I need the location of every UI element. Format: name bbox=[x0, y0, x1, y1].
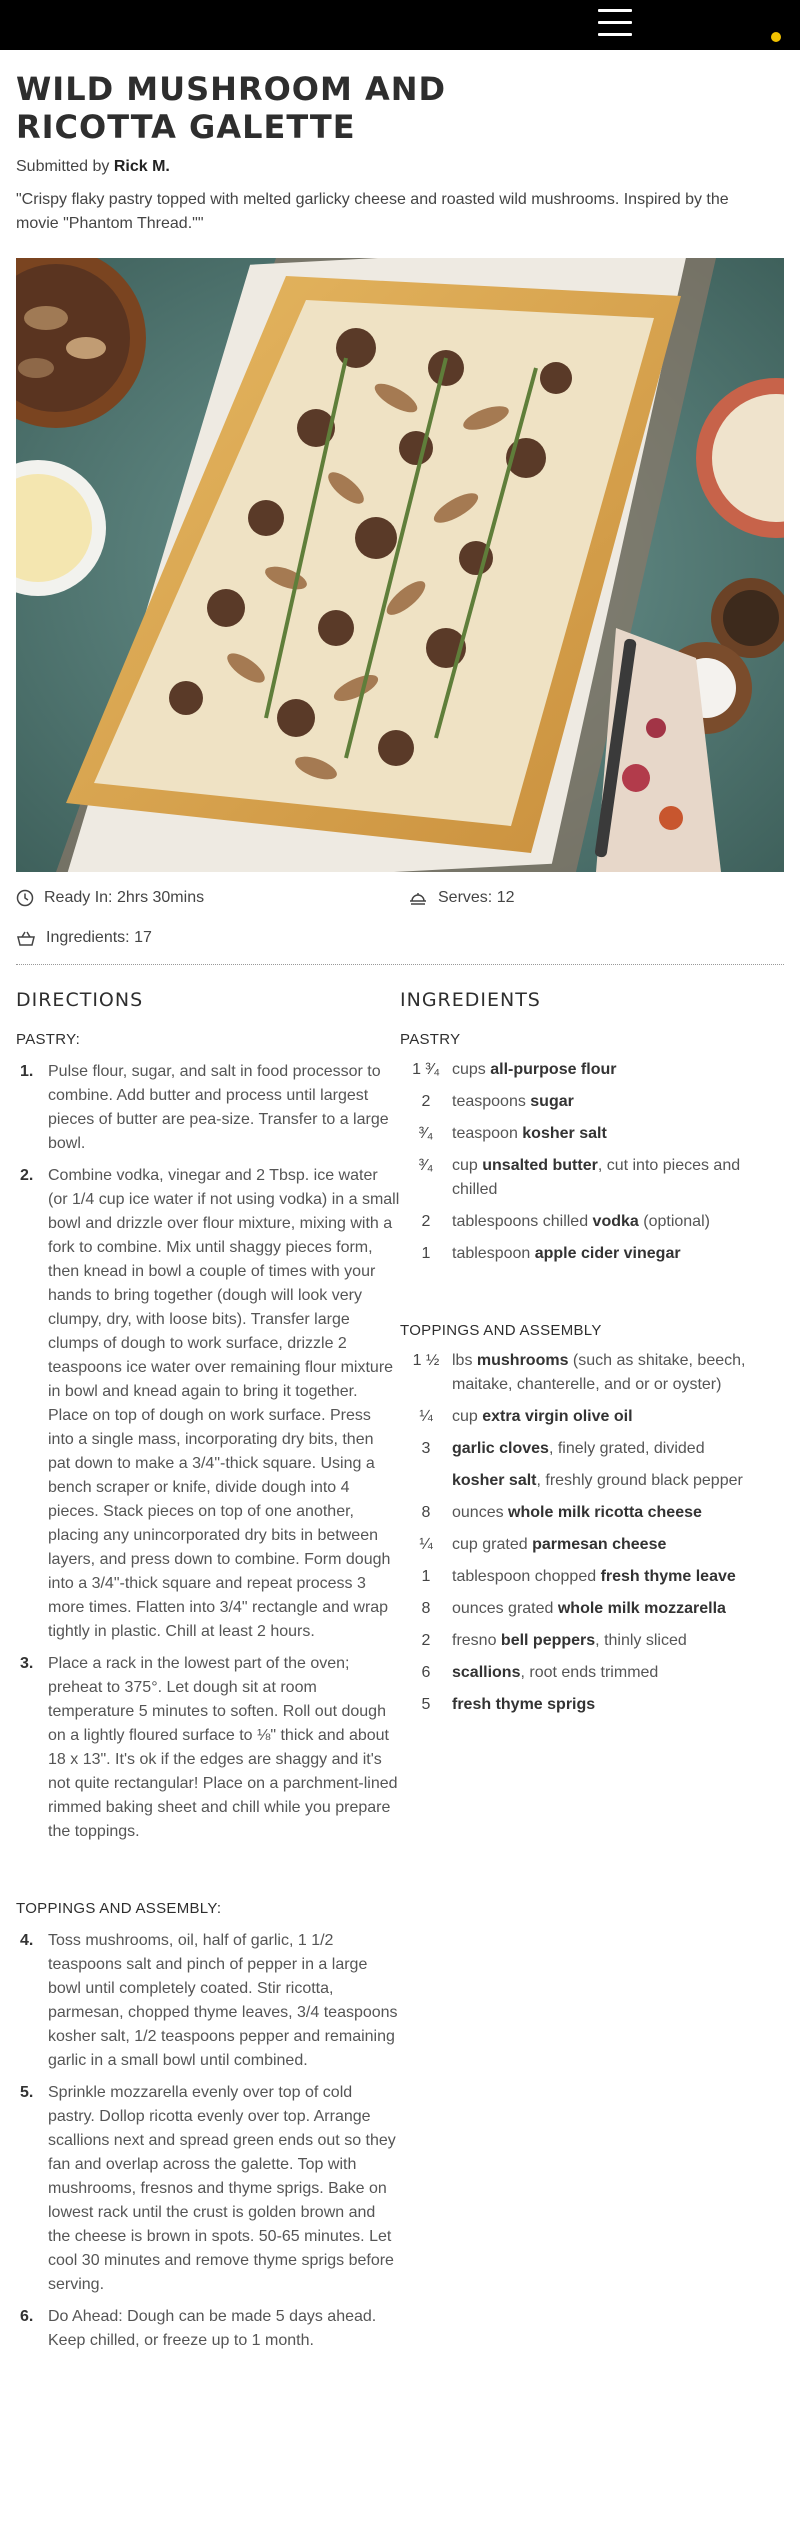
ingredients-column bbox=[400, 989, 784, 2361]
ingredient-name: kosher salt bbox=[452, 1472, 537, 1489]
ingredient-name: bell peppers bbox=[500, 1632, 596, 1649]
ingredient-item bbox=[400, 1349, 784, 1397]
ingredient-item bbox=[400, 1437, 784, 1461]
divider bbox=[16, 964, 784, 965]
ingredient-name: garlic cloves bbox=[452, 1440, 549, 1457]
recipe-hero-image bbox=[16, 258, 784, 872]
step-text: Combine vodka, vinegar and 2 Tbsp. ice water (or 1/4 cup ice water if not using vodka) in a small bowl and drizzle over flour mixture, mixing with a fork to combine. Mix until shaggy pieces form, then knead in bowl a couple of times with your hands to bring together (dough will look very clumpy, dry, with loose bits). Transfer large clumps of dough to work surface, drizzle 2 teaspoons ice water over remaining flour mixture in bowl and knead again to bring it together. Place on top of dough on work surface. Press into a single mass, incorporating dry bits, then pat down to make a 3/4"-thick square. Using a bench scraper or knife, divide dough into 4 pieces. Stack pieces on top of one another, placing any unincorporated dry bits in between layers, and press down to combine. Form dough into a 3/4"-thick square and repeat process 3 more times. Flatten into 3/4" rectangle and wrap tightly in plastic. Chill at least 2 hours. bbox=[48, 1167, 400, 1640]
steps-list bbox=[16, 1929, 400, 2353]
step-item bbox=[16, 1652, 400, 1844]
serving-dish-icon bbox=[408, 889, 428, 907]
ingredients-heading: INGREDIENTS bbox=[400, 989, 541, 1011]
ingredient-pre: tablespoon chopped bbox=[452, 1568, 601, 1585]
ingredients-count bbox=[16, 924, 416, 952]
ingredient-quantity bbox=[400, 1469, 452, 1493]
ingredient-item bbox=[400, 1405, 784, 1429]
byline bbox=[16, 158, 784, 176]
ingredient-quantity: ¼ bbox=[419, 1408, 433, 1425]
ingredient-quantity: ¼ bbox=[419, 1536, 433, 1553]
ingredient-quantity: 3 bbox=[421, 1440, 431, 1457]
steps-list bbox=[16, 1060, 400, 1844]
submitted-label: Submitted by bbox=[16, 158, 110, 175]
step-item bbox=[16, 1164, 400, 1644]
step-text: Pulse flour, sugar, and salt in food processor to combine. Add butter and process until largest pieces of butter are pea-size. Transfer to a large bowl. bbox=[48, 1063, 389, 1152]
ingredient-name: apple cider vinegar bbox=[534, 1245, 681, 1262]
ingredient-item bbox=[400, 1090, 784, 1114]
ingredient-quantity: ³⁄₄ bbox=[418, 1157, 434, 1174]
ingredient-name: sugar bbox=[530, 1093, 574, 1110]
step-text: Place a rack in the lowest part of the oven; preheat to 375°. Let dough sit at room temperature 5 minutes to soften. Roll out dough on a lightly floured surface to ⅛" thick and about 18 x 13". It's ok if the edges are shaggy and it's not quite rectangular! Place on a parchment-lined rimmed baking sheet and chill while you prepare the toppings. bbox=[48, 1655, 398, 1840]
ingredients-list bbox=[400, 1349, 784, 1717]
ingredient-item bbox=[400, 1597, 784, 1621]
ingredient-item bbox=[400, 1154, 784, 1202]
ingredient-name: parmesan cheese bbox=[532, 1536, 667, 1553]
author-link[interactable]: Rick M. bbox=[113, 158, 170, 175]
serves bbox=[408, 884, 515, 912]
step-item bbox=[16, 2081, 400, 2297]
ingredient-pre: teaspoons bbox=[452, 1093, 531, 1110]
ingredient-quantity: 1 ³⁄₄ bbox=[412, 1061, 440, 1078]
ingredient-pre: cup bbox=[452, 1408, 483, 1425]
ingredient-quantity: 2 bbox=[421, 1632, 431, 1649]
ingredient-post: , thinly sliced bbox=[595, 1632, 687, 1649]
directions-group-label: PASTRY: bbox=[16, 1031, 81, 1048]
hamburger-icon[interactable] bbox=[598, 7, 632, 37]
step-text: Do Ahead: Dough can be made 5 days ahead. Keep chilled, or freeze up to 1 month. bbox=[48, 2308, 377, 2349]
ingredient-name: whole milk mozzarella bbox=[557, 1600, 726, 1617]
step-item bbox=[16, 2305, 400, 2353]
ingredient-pre: cups bbox=[452, 1061, 491, 1078]
step-item bbox=[16, 1060, 400, 1156]
ingredient-item bbox=[400, 1501, 784, 1525]
directions-group-label: TOPPINGS AND ASSEMBLY: bbox=[16, 1900, 222, 1917]
recipe-body bbox=[16, 989, 784, 2361]
ready-label: Ready In: bbox=[44, 889, 113, 906]
ingredient-post: , cut into pieces and chilled bbox=[452, 1157, 741, 1198]
ingredient-pre: lbs bbox=[452, 1352, 477, 1369]
ingredient-pre: teaspoon bbox=[452, 1125, 523, 1142]
ingredient-name: whole milk ricotta cheese bbox=[508, 1504, 702, 1521]
ingredient-quantity: 2 bbox=[421, 1093, 431, 1110]
ingredient-pre: fresno bbox=[452, 1632, 501, 1649]
ingredient-quantity: 1 ½ bbox=[412, 1352, 440, 1369]
ingredient-pre: tablespoon bbox=[452, 1245, 535, 1262]
ingredient-item bbox=[400, 1242, 784, 1266]
ingredient-quantity: 1 bbox=[421, 1568, 431, 1585]
step-text: Sprinkle mozzarella evenly over top of cold pastry. Dollop ricotta evenly over top. Arrange scallions next and spread green ends out so they fan and overlap across the galette. Top with mushrooms, fresnos and thyme sprigs. Bake on lowest rack until the crust is golden brown and the cheese is brown in spots. 50-65 minutes. Let cool 30 minutes and remove thyme sprigs before serving. bbox=[48, 2084, 396, 2293]
ingredient-post: , freshly ground black pepper bbox=[536, 1472, 743, 1489]
ingredient-pre: cup bbox=[452, 1157, 483, 1174]
ingredient-quantity: ³⁄₄ bbox=[418, 1125, 434, 1142]
step-number: 3. bbox=[20, 1655, 34, 1672]
ingredient-item bbox=[400, 1661, 784, 1685]
ingredients-label: Ingredients: bbox=[46, 929, 130, 946]
directions-column bbox=[16, 989, 400, 2361]
ingredient-item bbox=[400, 1058, 784, 1082]
step-number: 4. bbox=[20, 1932, 34, 1949]
ingredient-pre: cup grated bbox=[452, 1536, 533, 1553]
ingredient-post: (optional) bbox=[638, 1213, 710, 1230]
ingredient-pre: ounces bbox=[452, 1504, 509, 1521]
ingredients-value: 17 bbox=[134, 929, 152, 946]
ingredient-name: vodka bbox=[592, 1213, 639, 1230]
ingredient-name: fresh thyme leave bbox=[600, 1568, 736, 1585]
ingredient-quantity: 2 bbox=[421, 1213, 431, 1230]
directions-heading: DIRECTIONS bbox=[16, 989, 144, 1011]
ingredient-name: scallions bbox=[452, 1664, 521, 1681]
ingredient-name: fresh thyme sprigs bbox=[452, 1696, 596, 1713]
ingredient-quantity: 5 bbox=[421, 1696, 431, 1713]
recipe-title: WILD MUSHROOM AND RICOTTA GALETTE bbox=[16, 70, 447, 146]
step-number: 5. bbox=[20, 2084, 34, 2101]
recipe-meta bbox=[16, 884, 784, 952]
top-bar bbox=[0, 0, 800, 50]
ingredient-item bbox=[400, 1469, 784, 1493]
clock-icon bbox=[16, 889, 34, 907]
notification-dot-icon[interactable] bbox=[771, 32, 781, 42]
ingredient-name: unsalted butter bbox=[482, 1157, 598, 1174]
recipe-description: "Crispy flaky pastry topped with melted garlicky cheese and roasted wild mushrooms. Inspired by the movie "Phantom Thread."" bbox=[16, 191, 729, 232]
ingredient-item bbox=[400, 1565, 784, 1589]
ingredient-item bbox=[400, 1210, 784, 1234]
step-number: 2. bbox=[20, 1167, 34, 1184]
ingredient-quantity: 8 bbox=[421, 1504, 431, 1521]
ingredient-quantity: 1 bbox=[421, 1245, 431, 1262]
ingredient-name: extra virgin olive oil bbox=[482, 1408, 633, 1425]
ingredients-basket-icon bbox=[16, 929, 36, 947]
ingredient-name: kosher salt bbox=[522, 1125, 607, 1142]
step-item bbox=[16, 1929, 400, 2073]
step-text: Toss mushrooms, oil, half of garlic, 1 1/2 teaspoons salt and pinch of pepper in a large bowl until completely coated. Stir ricotta, parmesan, chopped thyme leaves, 3/4 teaspoons kosher salt, 1/2 teaspoons pepper and remaining garlic in a small bowl until combined. bbox=[48, 1932, 398, 2069]
ready-value: 2hrs 30mins bbox=[116, 889, 205, 906]
ingredient-pre: tablespoons chilled bbox=[452, 1213, 593, 1230]
ingredients-group-label: TOPPINGS AND ASSEMBLY bbox=[400, 1322, 602, 1339]
step-number: 1. bbox=[20, 1063, 34, 1080]
step-number: 6. bbox=[20, 2308, 34, 2325]
recipe-content bbox=[0, 70, 800, 2361]
serves-label: Serves: bbox=[438, 889, 493, 906]
ingredients-group-label: PASTRY bbox=[400, 1031, 461, 1048]
ingredient-item bbox=[400, 1693, 784, 1717]
ingredient-item bbox=[400, 1629, 784, 1653]
ready-in bbox=[16, 884, 408, 912]
ingredient-quantity: 6 bbox=[421, 1664, 431, 1681]
ingredient-name: all-purpose flour bbox=[490, 1061, 617, 1078]
serves-value: 12 bbox=[496, 889, 515, 906]
ingredient-post: , root ends trimmed bbox=[520, 1664, 659, 1681]
ingredient-post: (such as shitake, beech, maitake, chanterelle, and or or oyster) bbox=[452, 1352, 746, 1393]
ingredient-item bbox=[400, 1533, 784, 1557]
ingredient-name: mushrooms bbox=[476, 1352, 569, 1369]
ingredients-list bbox=[400, 1058, 784, 1266]
ingredient-post: , finely grated, divided bbox=[548, 1440, 705, 1457]
ingredient-item bbox=[400, 1122, 784, 1146]
ingredient-pre: ounces grated bbox=[452, 1600, 558, 1617]
ingredient-quantity: 8 bbox=[421, 1600, 431, 1617]
